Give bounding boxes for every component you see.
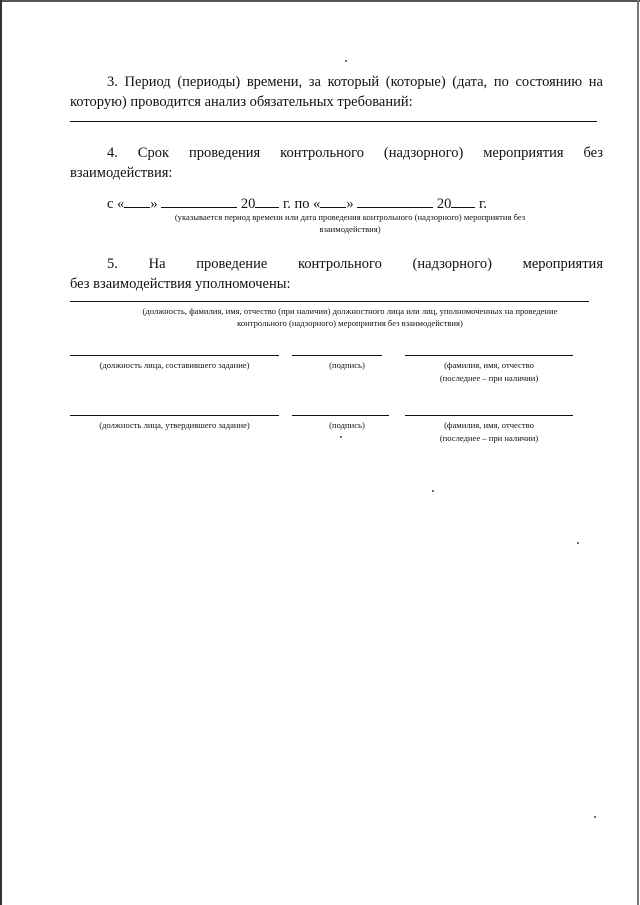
date-end-suffix: г. [479,196,487,212]
signature2-position-line [70,415,279,416]
signature1-position-caption: (должность лица, составившего задание) [99,360,250,370]
signature1-position-line [70,355,279,356]
section3-line2: которую) проводится анализ обязательных требований: [70,94,413,110]
date-quote-close: » [150,196,158,212]
signature2-name-caption-line2: (последнее – при наличии) [439,433,539,443]
section4-line2: взаимодействия: [70,165,173,181]
scan-speck [594,816,596,818]
signature2-position-caption: (должность лица, утвердившего задание) [99,420,250,430]
scan-border-right [637,0,639,905]
signature2-sign-caption: (подпись) [329,420,365,430]
scan-speck [577,542,579,544]
start-month-blank [161,193,237,208]
start-year-blank [255,193,279,208]
start-day-blank [124,193,150,208]
section5-caption-line1: (должность, фамилия, имя, отчество (при наличии) должностного лица или лиц, уполномоченных на проведение [142,306,558,316]
date-from-prefix: с « [107,196,125,212]
signature2-name-line [405,415,573,416]
end-day-blank [320,193,346,208]
section5-line1: 5. На проведение контрольного (надзорного) мероприятия [107,256,603,272]
section5-line2: без взаимодействия уполномочены: [70,276,291,292]
scan-border-left [0,0,2,905]
scan-speck [345,60,347,62]
signature2-sign-line [292,415,389,416]
scan-border-top [0,0,640,2]
date-quote-close-2: » [346,196,354,212]
signature1-sign-line [292,355,382,356]
section4-caption-line2: взаимодействия) [319,224,381,234]
date-to-prefix: г. по « [282,196,321,212]
section3-line1: 3. Период (периоды) времени, за который (которые) (дата, по состоянию на [107,74,603,90]
section3-answer-line [70,121,597,122]
end-year-prefix: 20 [436,196,452,212]
scan-speck [432,490,434,492]
signature1-name-line [405,355,573,356]
signature1-sign-caption: (подпись) [329,360,365,370]
start-year-prefix: 20 [240,196,256,212]
end-month-blank [357,193,433,208]
section5-answer-line [70,301,589,302]
signature1-name-caption-line1: (фамилия, имя, отчество [444,360,534,370]
section4-caption-line1: (указывается период времени или дата проведения контрольного (надзорного) мероприятия без [174,212,526,222]
signature1-name-caption-line2: (последнее – при наличии) [439,373,539,383]
section4-line1: 4. Срок проведения контрольного (надзорного) мероприятия без [107,145,603,161]
scan-speck [340,436,342,438]
end-year-blank [451,193,475,208]
section5-caption-line2: контрольного (надзорного) мероприятия без взаимодействия) [237,318,463,328]
signature2-name-caption-line1: (фамилия, имя, отчество [444,420,534,430]
